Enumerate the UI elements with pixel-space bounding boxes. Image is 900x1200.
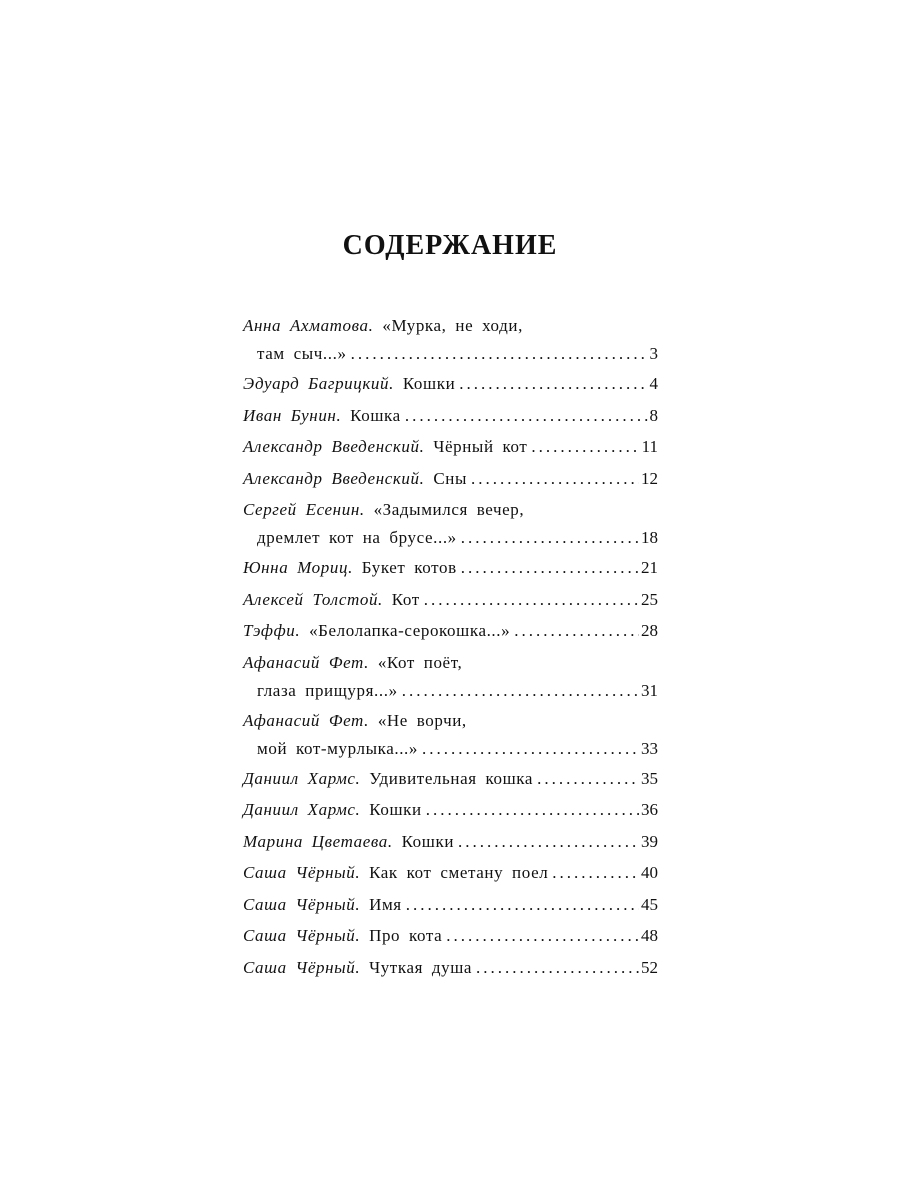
toc-page-number: 12 [641, 468, 658, 488]
toc-author: Афанасий Фет. [243, 710, 369, 730]
toc-author: Юнна Мориц. [243, 558, 353, 577]
toc-entry [243, 922, 658, 950]
toc-page-number: 39 [641, 831, 658, 851]
toc-title: «Белолапка-серокошка...» [309, 621, 511, 640]
toc-page-number: 52 [641, 957, 658, 977]
toc-page-number: 35 [641, 768, 658, 788]
dot-leader [514, 617, 639, 645]
toc-entry [243, 312, 658, 368]
toc-title: Имя [369, 894, 402, 914]
toc-title: Про кота [369, 926, 443, 945]
toc-title: Чёрный кот [433, 437, 528, 456]
toc-entry [243, 554, 658, 582]
toc-entry [243, 402, 658, 430]
toc-author: Афанасий Фет. [243, 652, 369, 672]
toc-entry [243, 828, 658, 856]
toc-author: Иван Бунин. [243, 405, 342, 425]
toc-title: Удивительная кошка [369, 768, 534, 788]
toc-title-continued: дремлет кот на брусе...» [257, 528, 457, 547]
page-title: СОДЕРЖАНИЕ [342, 230, 558, 261]
toc-page-number: 48 [641, 926, 658, 945]
dot-leader [426, 796, 639, 824]
toc-entry [243, 617, 658, 645]
toc-page-number: 8 [649, 405, 658, 425]
toc-title: «Задымился вечер, [373, 500, 525, 519]
dot-leader [422, 735, 639, 763]
toc-entry [243, 496, 658, 552]
toc-page-number: 11 [641, 437, 658, 456]
toc-page-number: 40 [641, 863, 658, 882]
dot-leader [461, 554, 639, 582]
toc-title-continued: там сыч...» [257, 344, 347, 363]
toc-page-number: 45 [641, 894, 658, 914]
toc-entry [243, 586, 658, 614]
dot-leader [351, 340, 648, 368]
toc-title: Кот [391, 589, 420, 609]
toc-author: Саша Чёрный. [243, 957, 361, 977]
toc-title: Букет котов [361, 558, 457, 577]
toc-author: Марина Цветаева. [243, 831, 393, 851]
toc-page-number: 18 [641, 528, 658, 547]
toc-entry [243, 707, 658, 763]
toc-entry [243, 765, 658, 793]
toc-author: Сергей Есенин. [243, 500, 365, 519]
toc-author: Саша Чёрный. [243, 926, 361, 945]
dot-leader [537, 765, 639, 793]
toc-title: «Кот поёт, [377, 652, 463, 672]
toc-author: Тэффи. [243, 621, 301, 640]
toc-entry [243, 954, 658, 982]
toc-title-continued: глаза прищуря...» [257, 680, 398, 700]
dot-leader [406, 891, 639, 919]
toc-page-number: 25 [641, 589, 658, 609]
toc-entry [243, 891, 658, 919]
dot-leader [458, 828, 639, 856]
toc-title: Как кот сметану поел [369, 863, 549, 882]
toc-title: Кошки [402, 374, 456, 393]
toc-author: Алексей Толстой. [243, 589, 383, 609]
toc-author: Даниил Хармс. [243, 768, 361, 788]
toc-author: Саша Чёрный. [243, 894, 361, 914]
dot-leader [471, 465, 639, 493]
toc-title: «Не ворчи, [377, 710, 467, 730]
toc-page-number: 31 [641, 680, 658, 700]
toc-entry [243, 433, 658, 461]
toc-title: «Мурка, не ходи, [382, 316, 523, 335]
dot-leader [402, 677, 639, 705]
toc-author: Александр Введенский. [243, 437, 425, 456]
dot-leader [461, 524, 639, 552]
toc-author: Даниил Хармс. [243, 800, 361, 819]
toc-page-number: 36 [641, 800, 658, 819]
dot-leader [405, 402, 648, 430]
toc-author: Эдуард Багрицкий. [243, 374, 394, 393]
dot-leader [476, 954, 639, 982]
toc-entry [243, 370, 658, 398]
toc-entry [243, 859, 658, 887]
dot-leader [552, 859, 639, 887]
toc-page-number: 21 [641, 558, 658, 577]
toc-title: Кошки [401, 831, 455, 851]
toc-author: Саша Чёрный. [243, 863, 361, 882]
toc-title-continued: мой кот-мурлыка...» [257, 738, 419, 758]
toc-page-number: 3 [649, 344, 658, 363]
dot-leader [459, 370, 647, 398]
table-of-contents [243, 312, 658, 985]
toc-author: Анна Ахматова. [243, 316, 374, 335]
toc-entry [243, 465, 658, 493]
toc-entry [243, 796, 658, 824]
toc-entry [243, 649, 658, 705]
toc-author: Александр Введенский. [243, 468, 425, 488]
toc-page-number: 28 [641, 621, 658, 640]
toc-page-number: 4 [649, 374, 658, 393]
dot-leader [424, 586, 639, 614]
toc-title: Кошка [350, 405, 401, 425]
toc-title: Кошки [369, 800, 422, 819]
toc-title: Сны [433, 468, 468, 488]
dot-leader [531, 433, 639, 461]
toc-title: Чуткая душа [369, 957, 473, 977]
dot-leader [446, 922, 639, 950]
toc-page-number: 33 [641, 738, 658, 758]
